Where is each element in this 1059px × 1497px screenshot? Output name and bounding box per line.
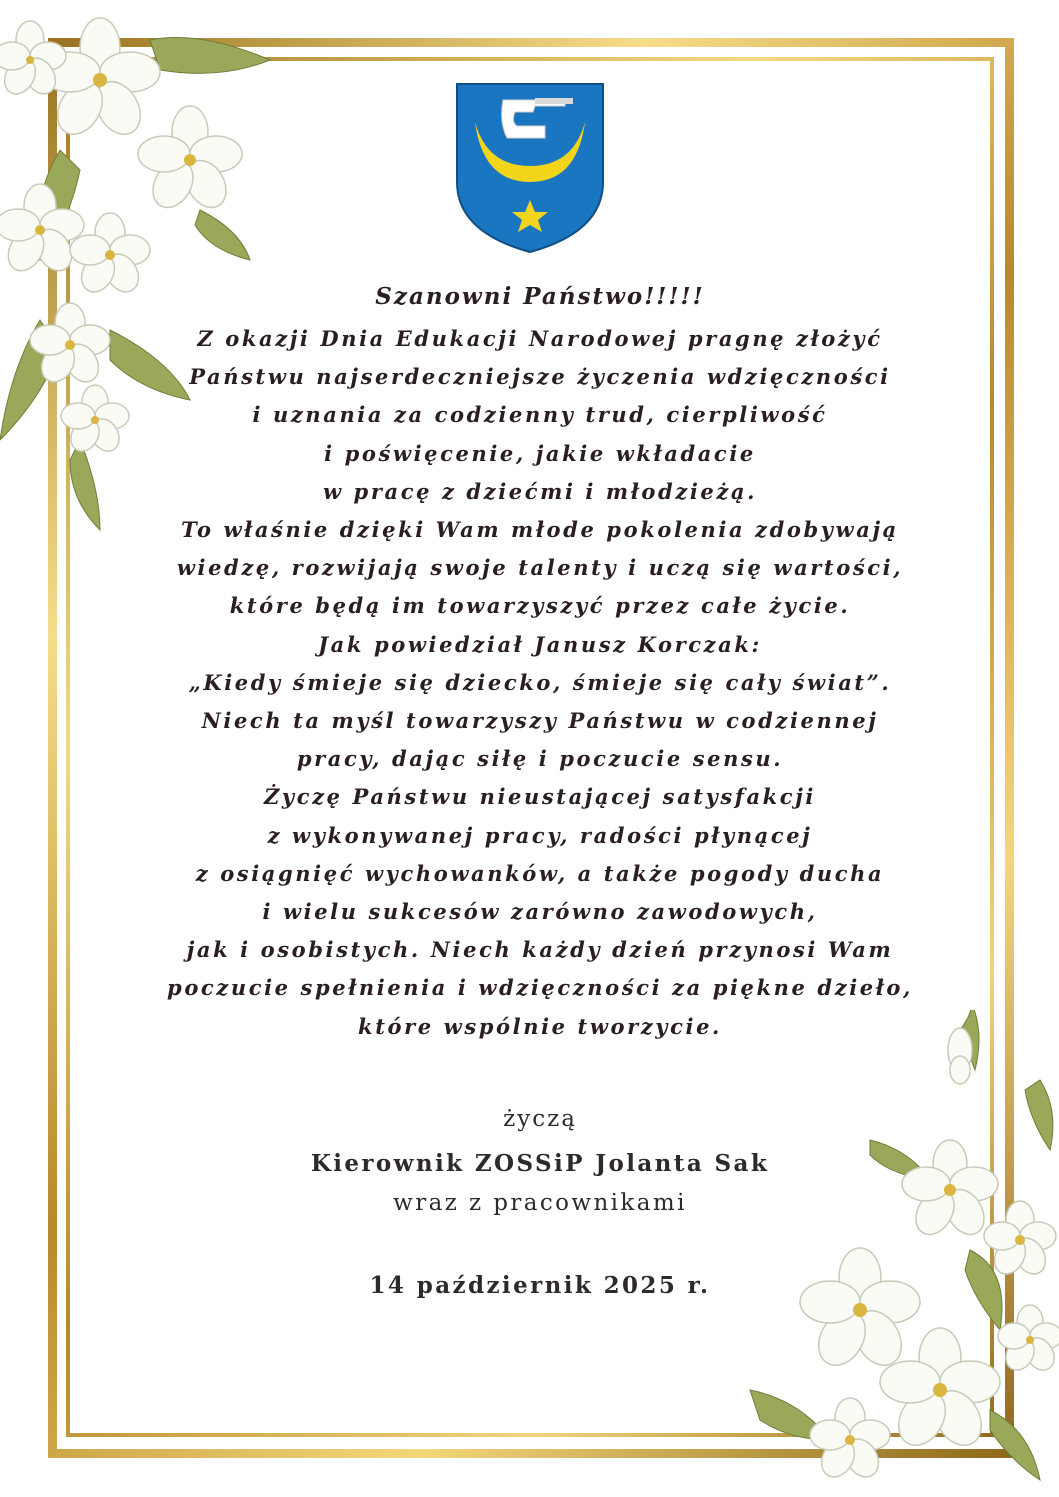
letter-line: z osiągnięć wychowanków, a także pogody ducha [195,860,885,886]
signature-wishes: życzą [503,1106,577,1132]
letter-body [130,280,950,1046]
jasmine-flowers-icon [740,1010,1059,1497]
letter-line: i uznania za codzienny trud, cierpliwość [252,402,828,428]
korczak-quote: „Kiedy śmieje się dziecko, śmieje się cały świat”. [188,669,892,695]
letter-line: Z okazji Dnia Edukacji Narodowej pragnę złożyć [197,326,883,351]
letter-line: Jak powiedział Janusz Korczak: [318,631,762,657]
letter-line: które będą im towarzyszyć przez całe życie. [229,593,851,619]
signature-with-staff: wraz z pracownikami [393,1190,687,1216]
signature-name: Kierownik ZOSSiP Jolanta Sak [310,1150,770,1177]
letter-line: wiedzę, rozwijają swoje talenty i uczą się wartości, [176,555,904,581]
letter-line: pracy, dając siłę i poczucie sensu. [296,746,784,772]
letter-line: Państwu najserdeczniejsze życzenia wdzięczności [189,364,891,390]
letter-line: i poświęcenie, jakie wkładacie [324,440,756,466]
letter-line: jak i osobistych. Niech każdy dzień przynosi Wam [186,937,894,963]
letter-line: To właśnie dzięki Wam młode pokolenia zdobywają [181,517,899,543]
coat-of-arms-icon [455,82,605,254]
letter-line: z wykonywanej pracy, radości płynącej [267,822,813,848]
letter-line: poczucie spełnienia i wdzięczności za piękne dzieło, [167,975,913,1001]
letter-line: Życzę Państwu nieustającej satysfakcji [264,784,816,810]
letter-line: w pracę z dziećmi i młodzieżą. [322,478,758,504]
letter-line: Niech ta myśl towarzyszy Państwu w codziennej [201,708,879,734]
signature-date: 14 październik 2025 r. [369,1272,711,1299]
greeting: Szanowni Państwo!!!!! [375,283,705,310]
letter-line: i wielu sukcesów zarówno zawodowych, [262,899,818,925]
letter-line: które wspólnie tworzycie. [358,1013,722,1039]
